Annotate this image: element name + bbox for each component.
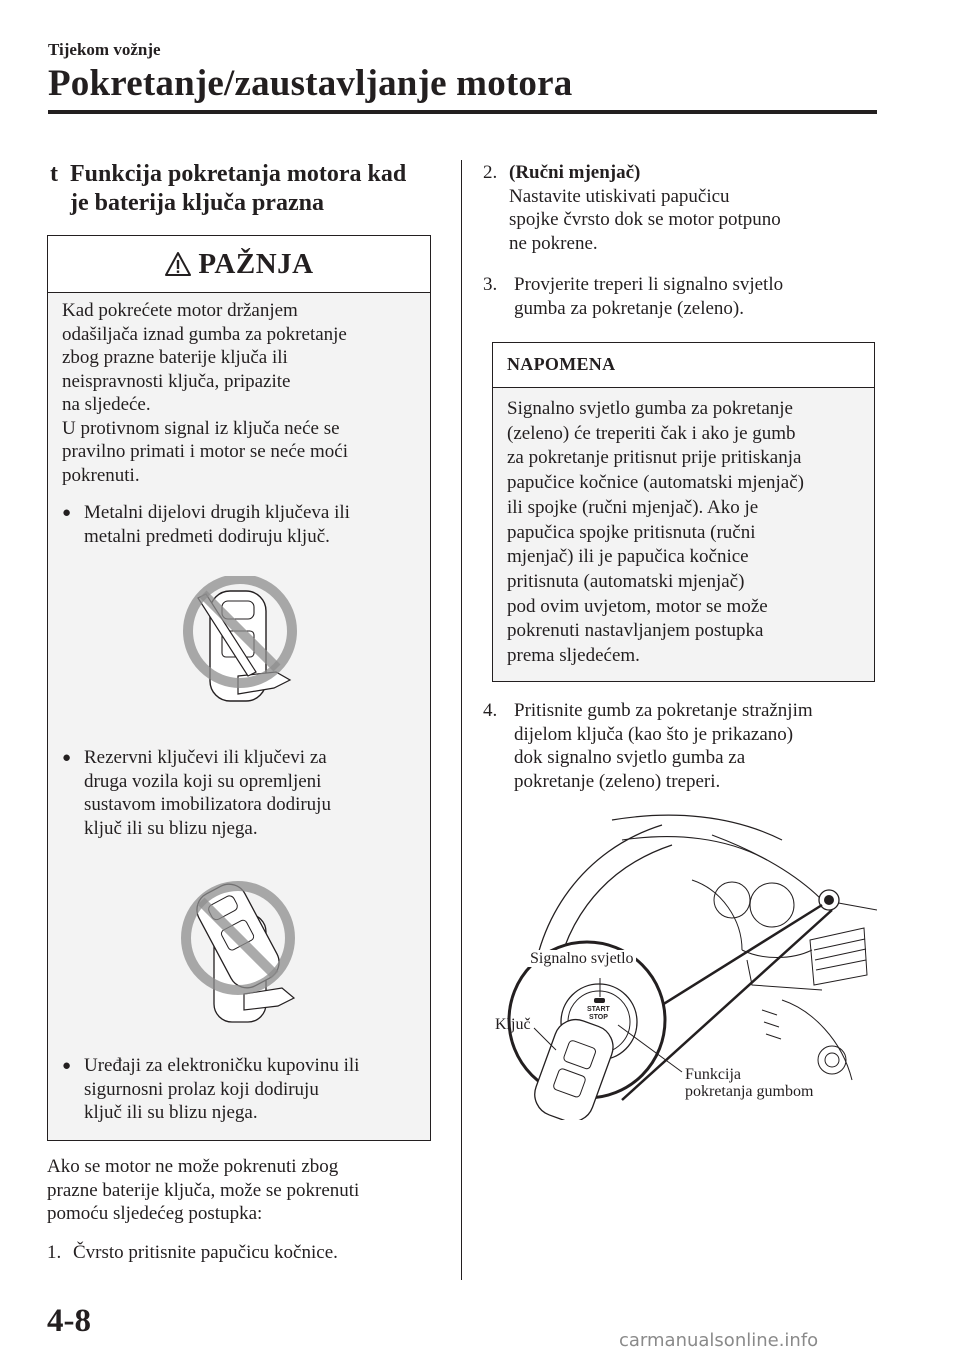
step-line: dok signalno svjetlo gumba za [514,747,746,768]
note-line: za pokretanje pritisnut prije pritiskanja [507,447,802,469]
bullet-icon: ● [62,750,72,766]
caution-line: U protivnom signal iz ključa neće se [62,417,340,439]
caution-intro [62,299,424,487]
label-key: Ključ [495,1016,531,1033]
note-box [492,342,875,682]
note-title: NAPOMENA [507,354,616,374]
bullet-line: Rezervni ključevi ili ključevi za [84,747,327,768]
caution-line: pravilno primati i motor se neće moći [62,441,348,462]
step-number: 4. [483,700,498,721]
bullet-line: metalni predmeti dodiruju ključ. [84,525,330,547]
bullet-line: druga vozila koji su opremljeni [84,770,322,792]
warning-triangle-icon [164,251,192,277]
step-line: Nastavite utiskivati papučicu [509,185,730,207]
step-line: gumba za pokretanje (zeleno). [514,297,744,319]
step-line: spojke čvrsto dok se motor potpuno [509,209,781,230]
stop-text: STOP [588,1014,608,1021]
header-rule [48,110,877,114]
caution-line: Kad pokrećete motor držanjem [62,300,298,321]
step-text: Čvrsto pritisnite papučicu kočnice. [73,1242,338,1263]
section-marker: t [50,161,58,187]
note-line: papučica spojke pritisnuta (ručni [507,521,756,543]
step-number: 2. [483,162,498,183]
caution-line: pokrenuti. [62,464,140,486]
step-line: pokretanje (zeleno) treperi. [514,770,721,792]
caution-line: odašiljača iznad gumba za pokretanje [62,323,347,345]
caution-line: zbog prazne baterije ključa ili [62,347,288,368]
bullet-line: ključ ili su blizu njega. [84,817,258,839]
column-divider [461,160,462,1280]
step-line: dijelom ključa (kao što je prikazano) [514,723,794,745]
bullet-line: ključ ili su blizu njega. [84,1102,258,1123]
page-number: 4-8 [47,1303,91,1339]
section-heading-line1: Funkcija pokretanja motora kad [70,161,407,187]
step-heading: (Ručni mjenjač) [509,162,641,183]
paragraph-line: Ako se motor ne može pokrenuti zbog [47,1156,339,1177]
caution-bullet-2 [60,746,424,840]
note-header [493,343,874,388]
caution-line: neispravnosti ključa, pripazite [62,370,291,392]
section-heading-line2: je baterija ključa prazna [70,190,324,216]
procedure-intro [47,1155,447,1226]
note-line: papučice kočnice (automatski mjenjač) [507,472,805,494]
step-2 [483,161,883,255]
bullet-line: sustavom imobilizatora dodiruju [84,794,331,815]
step-number: 1. [47,1242,62,1263]
step-1 [47,1241,447,1265]
step-3 [483,273,883,320]
step-line: Pritisnite gumb za pokretanje stražnjim [514,700,813,721]
step-4 [483,699,883,793]
watermark: carmanualsonline.info [619,1330,819,1351]
label-function-line2: pokretanja gumbom [685,1083,814,1100]
two-keys-illustration [178,876,308,1036]
caution-title: PAŽNJA [198,247,314,280]
step-number: 3. [483,274,498,295]
bullet-icon: ● [62,1058,72,1074]
step-line: ne pokrene. [509,232,598,254]
note-line: pritisnuta (automatski mjenjač) [507,570,745,592]
caution-bullet-1 [60,501,424,548]
note-body [507,397,869,669]
paragraph-line: prazne baterije ključa, može se pokrenuti [47,1179,360,1201]
note-line: Signalno svjetlo gumba za pokretanje [507,398,793,419]
caution-box [47,235,431,1141]
paragraph-line: pomoću sljedećeg postupka: [47,1203,263,1224]
note-line: prema sljedećem. [507,645,640,667]
bullet-line: Metalni dijelovi drugih ključeva ili [84,502,350,523]
caution-bullet-3 [60,1054,424,1125]
caution-line: na sljedeće. [62,394,151,415]
key-touching-metal-illustration [178,576,308,726]
caution-header [48,236,430,293]
label-function-line1: Funkcija [685,1066,741,1083]
section-heading [50,160,440,218]
note-line: pokrenuti nastavljanjem postupka [507,620,764,642]
note-line: (zeleno) će treperiti čak i ako je gumb [507,422,796,444]
note-line: pod ovim uvjetom, motor se može [507,595,768,617]
page-title: Pokretanje/zaustavljanje motora [48,63,573,104]
note-line: ili spojke (ručni mjenjač). Ako je [507,496,759,518]
bullet-icon: ● [62,505,72,521]
note-line: mjenjač) ili je papučica kočnice [507,546,749,568]
label-signal-light: Signalno svjetlo [530,950,634,967]
bullet-line: sigurnosni prolaz koji dodiruju [84,1078,319,1100]
running-header: Tijekom vožnje [48,40,161,59]
start-text: START [587,1006,610,1013]
start-stop-button-text [587,1006,610,1022]
bullet-line: Uređaji za elektroničku kupovinu ili [84,1055,360,1076]
step-line: Provjerite treperi li signalno svjetlo [514,274,784,295]
